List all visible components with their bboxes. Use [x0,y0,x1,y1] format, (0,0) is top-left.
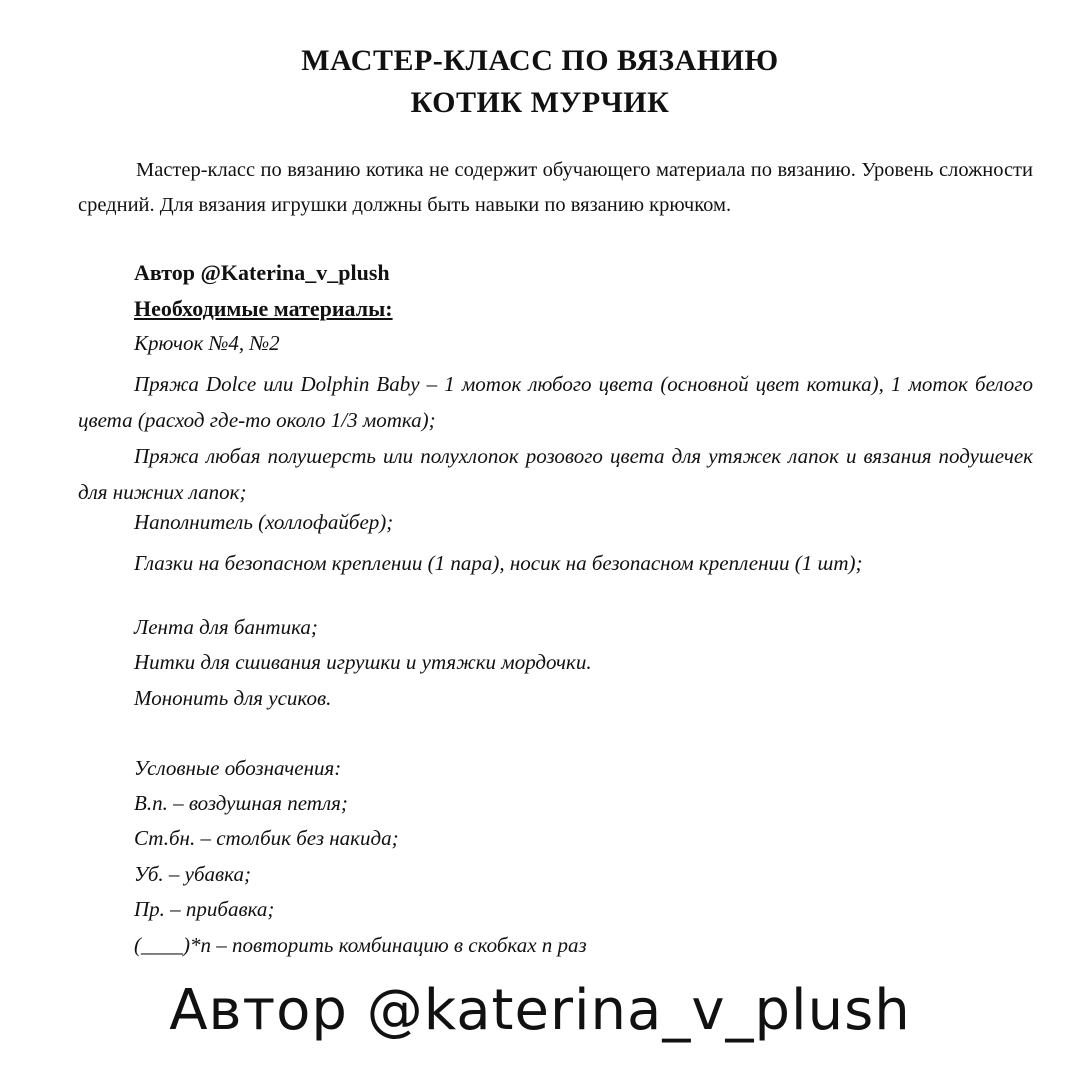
material-hook: Крючок №4, №2 [134,331,280,355]
legend-item: Пр. – прибавка; [134,897,275,921]
materials-heading: Необходимые материалы: [134,296,393,321]
intro-paragraph: Мастер-класс по вязанию котика не содержит обучающего материала по вязанию. Уровень сложности средний. Для вязания игрушки должны быть навыки по вязанию крючком. [78,159,1033,216]
material-ribbon: Лента для бантика; [134,615,318,639]
material-threads: Нитки для сшивания игрушки и утяжки мордочки. [134,650,592,674]
material-yarn-pink: Пряжа любая полушерсть или полухлопок розового цвета для утяжек лапок и вязания подушечек для нижних лапок; [78,444,1033,504]
material-eyes: Глазки на безопасном креплении (1 пара), носик на безопасном креплении (1 шт); [134,551,863,575]
legend-item: Ст.бн. – столбик без накида; [134,826,399,850]
material-monofil: Мононить для усиков. [134,686,332,710]
material-filler: Наполнитель (холлофайбер); [134,510,394,534]
page-title: МАСТЕР-КЛАСС ПО ВЯЗАНИЮ [301,44,779,77]
legend-item: (____)*n – повторить комбинацию в скобках n раз [134,933,587,957]
material-yarn-main: Пряжа Dolce или Dolphin Baby – 1 моток любого цвета (основной цвет котика), 1 моток белого цвета (расход где-то около 1/3 мотка); [78,372,1033,432]
footer-author-handle: Автор @katerina_v_plush [169,978,911,1043]
legend-item: В.п. – воздушная петля; [134,791,348,815]
legend-heading: Условные обозначения: [134,756,342,780]
legend-item: Уб. – убавка; [134,862,251,886]
page-subtitle: КОТИК МУРЧИК [410,86,670,119]
author-line: Автор @Katerina_v_plush [134,260,390,285]
